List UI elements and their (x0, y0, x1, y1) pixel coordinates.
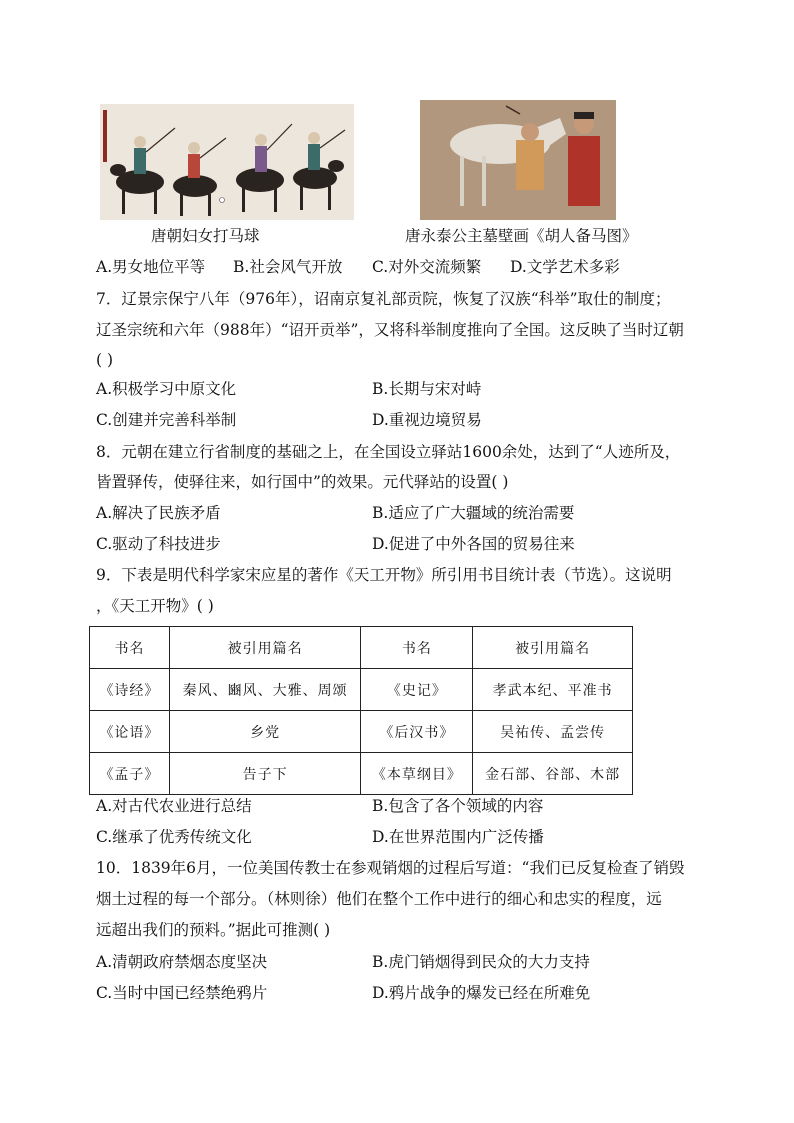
q6-option-a[interactable]: A.男女地位平等 (96, 258, 206, 276)
q10-option-c[interactable]: C.当时中国已经禁绝鸦片 (96, 984, 268, 1002)
table-row (90, 669, 633, 711)
q10-option-a[interactable]: A.清朝政府禁烟态度坚决 (96, 953, 268, 971)
q9-stem-line-1: 9．下表是明代科学家宋应星的著作《天工开物》所引用书目统计表（节选）。这说明 (96, 566, 672, 584)
table-cell: 《后汉书》 (361, 711, 473, 753)
citation-table (89, 626, 633, 795)
q9-option-d[interactable]: D.在世界范围内广泛传播 (372, 828, 544, 846)
table-cell: 吴祐传、孟尝传 (473, 711, 633, 753)
q8-option-d[interactable]: D.促进了中外各国的贸易往来 (372, 535, 575, 553)
table-cell: 《论语》 (90, 711, 170, 753)
q7-option-c[interactable]: C.创建并完善科举制 (96, 411, 237, 429)
q10-stem-line-3: 远超出我们的预料。”据此可推测( ) (96, 921, 331, 939)
q7-option-a[interactable]: A.积极学习中原文化 (96, 380, 237, 398)
table-cell: 告子下 (169, 753, 361, 795)
right-image-caption: 唐永泰公主墓壁画《胡人备马图》 (405, 227, 638, 245)
table-cell: 乡党 (169, 711, 361, 753)
table-header-cell: 被引用篇名 (473, 627, 633, 669)
q7-stem-line-2: 辽圣宗统和六年（988年）“诏开贡举”，又将科举制度推向了全国。这反映了当时辽朝 (96, 321, 684, 339)
q9-option-b[interactable]: B.包含了各个领域的内容 (372, 797, 544, 815)
q9-stem-line-2: ，《天工开物》( ) (96, 597, 214, 615)
q10-stem-line-1: 10．1839年6月，一位美国传教士在参观销烟的过程后写道：“我们已反复检查了销毁 (96, 859, 685, 877)
table-header-cell: 被引用篇名 (169, 627, 361, 669)
q8-stem-line-2: 皆置驿传，使驿往来，如行国中”的效果。元代驿站的设置( ) (96, 473, 509, 491)
table-cell: 孝武本纪、平准书 (473, 669, 633, 711)
table-header-cell: 书名 (90, 627, 170, 669)
q7-option-b[interactable]: B.长期与宋对峙 (372, 380, 482, 398)
table-row (90, 711, 633, 753)
q7-stem-line-3: ( ) (96, 351, 114, 369)
q9-option-a[interactable]: A.对古代农业进行总结 (96, 797, 252, 815)
q10-stem-line-2: 烟土过程的每一个部分。（林则徐）他们在整个工作中进行的细心和忠实的程度，远 (96, 890, 662, 908)
polo-painting-image (100, 104, 354, 220)
q8-option-c[interactable]: C.驱动了科技进步 (96, 535, 221, 553)
q10-option-b[interactable]: B.虎门销烟得到民众的大力支持 (372, 953, 590, 971)
q7-stem-line-1: 7．辽景宗保宁八年（976年），诏南京复礼部贡院，恢复了汉族“科举”取仕的制度； (96, 290, 671, 308)
q8-option-b[interactable]: B.适应了广大疆域的统治需要 (372, 504, 575, 522)
q6-option-b[interactable]: B.社会风气开放 (233, 258, 343, 276)
q10-option-d[interactable]: D.鸦片战争的爆发已经在所难免 (372, 984, 591, 1002)
q8-option-a[interactable]: A.解决了民族矛盾 (96, 504, 221, 522)
q9-option-c[interactable]: C.继承了优秀传统文化 (96, 828, 252, 846)
table-cell: 金石部、谷部、木部 (473, 753, 633, 795)
q8-stem-line-1: 8．元朝在建立行省制度的基础之上，在全国设立驿站1600余处，达到了“人迹所及， (96, 443, 681, 461)
tomb-mural-image (420, 100, 616, 220)
q7-option-d[interactable]: D.重视边境贸易 (372, 411, 482, 429)
table-cell: 《诗经》 (90, 669, 170, 711)
left-image-caption: 唐朝妇女打马球 (151, 227, 260, 245)
table-cell: 秦风、豳风、大雅、周颂 (169, 669, 361, 711)
table-row (90, 753, 633, 795)
table-cell: 《孟子》 (90, 753, 170, 795)
table-header-cell: 书名 (361, 627, 473, 669)
table-cell: 《史记》 (361, 669, 473, 711)
table-header-row (90, 627, 633, 669)
q6-option-d[interactable]: D.文学艺术多彩 (510, 258, 620, 276)
table-cell: 《本草纲目》 (361, 753, 473, 795)
q6-option-c[interactable]: C.对外交流频繁 (372, 258, 482, 276)
